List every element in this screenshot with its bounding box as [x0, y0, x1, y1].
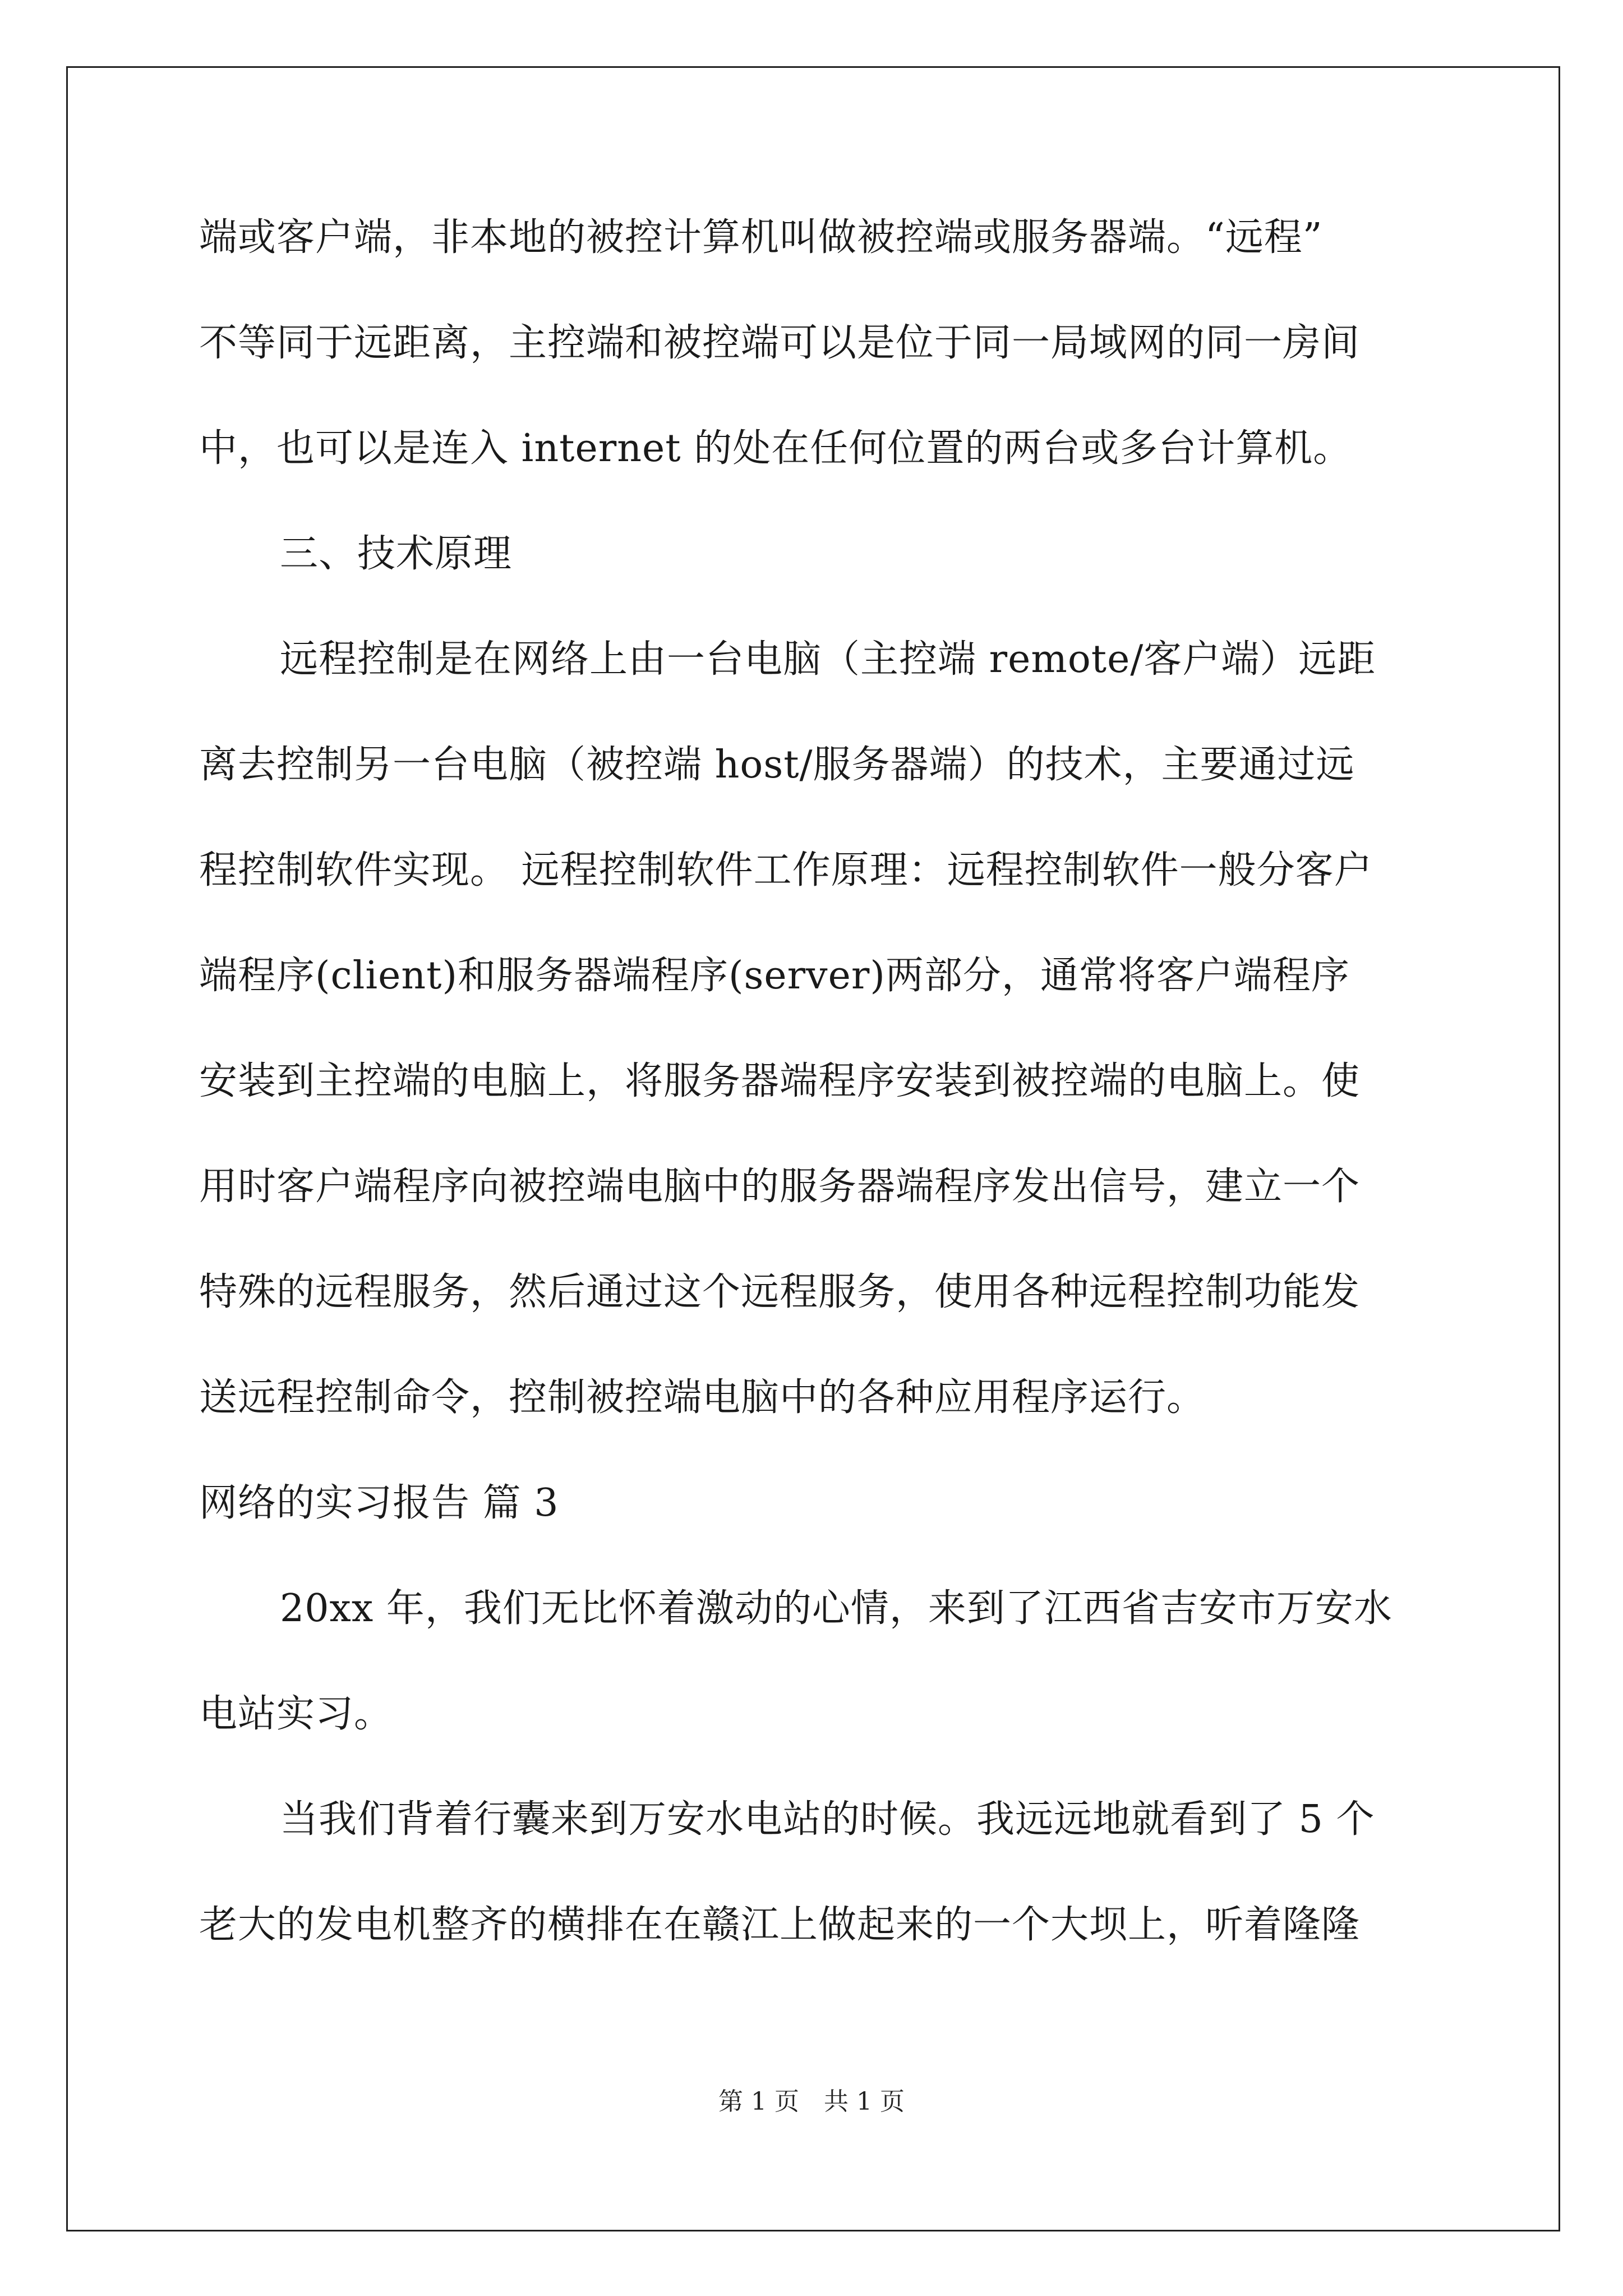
body-line: 电站实习。: [199, 1692, 393, 1736]
article-title: 网络的实习报告 篇 3: [199, 1481, 559, 1525]
section-heading: 三、技术原理: [280, 532, 513, 576]
page-total: 共 1 页: [824, 2087, 905, 2116]
body-line: 端程序(client)和服务器端程序(server)两部分，通常将客户端程序: [199, 954, 1350, 998]
body-line: 中，也可以是连入 internet 的处在任何位置的两台或多台计算机。: [199, 426, 1352, 471]
body-line: 特殊的远程服务，然后通过这个远程服务，使用各种远程控制功能发: [199, 1270, 1361, 1314]
body-line: 远程控制是在网络上由一台电脑（主控端 remote/客户端）远距: [280, 637, 1376, 682]
document-body: [199, 185, 1441, 1978]
body-line: 安装到主控端的电脑上，将服务器端程序安装到被控端的电脑上。使: [199, 1059, 1361, 1103]
body-line: 20xx 年，我们无比怀着激动的心情，来到了江西省吉安市万安水: [280, 1586, 1393, 1631]
body-line: 程控制软件实现。 远程控制软件工作原理：远程控制软件一般分客户: [199, 848, 1373, 892]
body-line: 送远程控制命令，控制被控端电脑中的各种应用程序运行。: [199, 1375, 1206, 1420]
page-number: 第 1 页: [718, 2087, 799, 2116]
page-footer: [0, 2085, 1623, 2119]
body-line: 当我们背着行囊来到万安水电站的时候。我远远地就看到了 5 个: [280, 1797, 1375, 1842]
body-line: 不等同于远距离，主控端和被控端可以是位于同一局域网的同一房间: [199, 321, 1361, 365]
body-line: 端或客户端，非本地的被控计算机叫做被控端或服务器端。“远程”: [199, 215, 1323, 260]
body-line: 老大的发电机整齐的横排在在赣江上做起来的一个大坝上，听着隆隆: [199, 1903, 1361, 1947]
body-line: 用时客户端程序向被控端电脑中的服务器端程序发出信号，建立一个: [199, 1165, 1361, 1209]
body-line: 离去控制另一台电脑（被控端 host/服务器端）的技术，主要通过远: [199, 743, 1355, 787]
